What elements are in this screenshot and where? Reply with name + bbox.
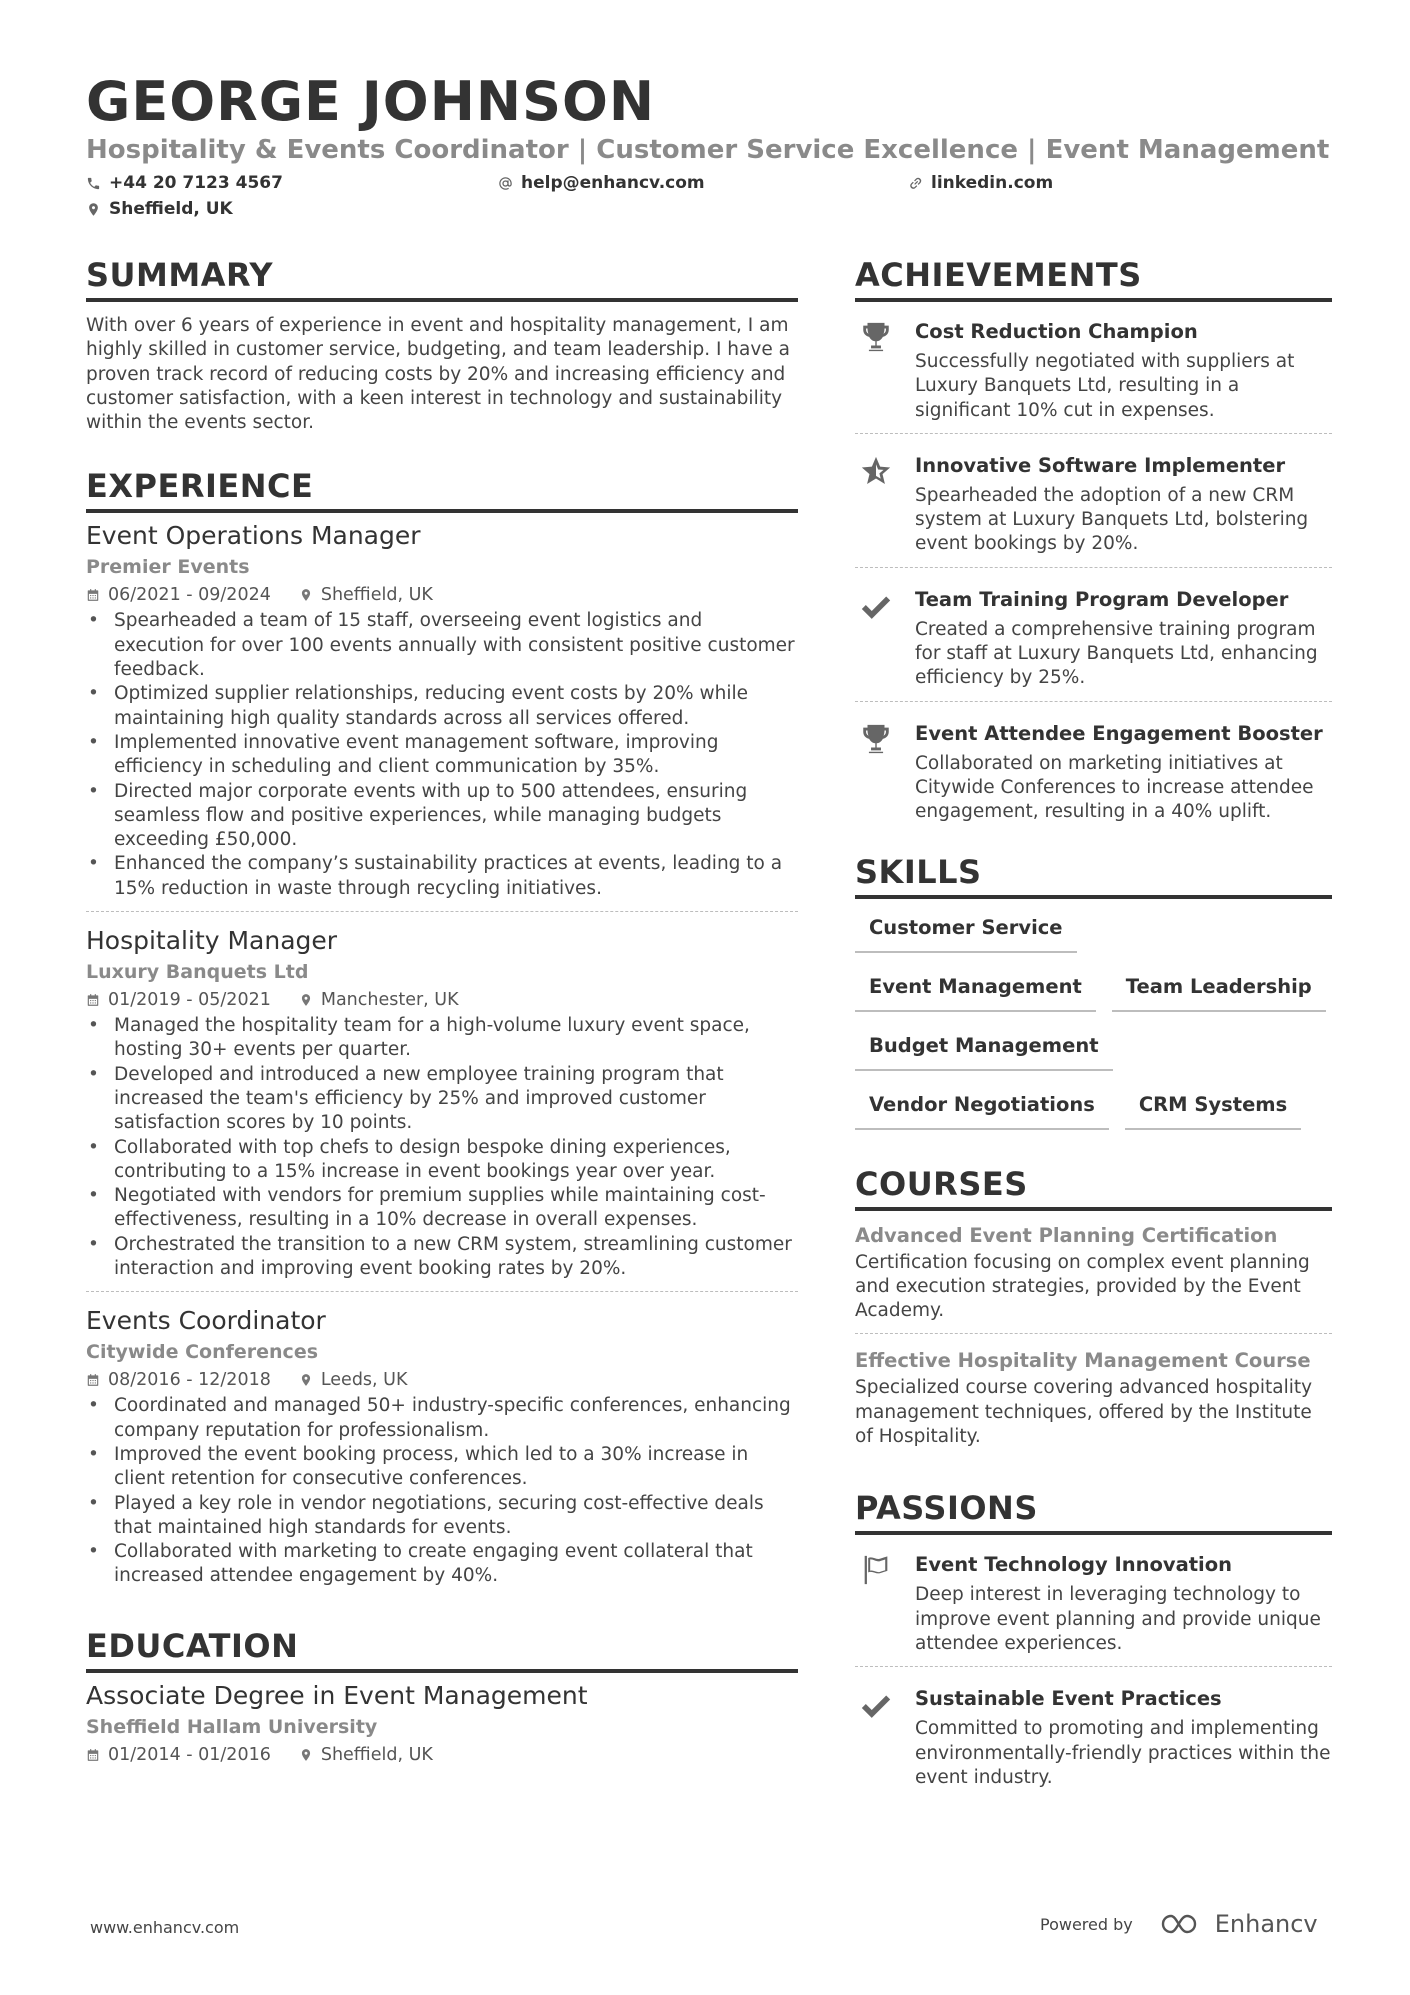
- resume-header: [86, 70, 1336, 226]
- job-bullet: • Collaborated with marketing to create engaging event collateral that increased attendee engagement by 40%.: [86, 1540, 798, 1589]
- achievement-item: [855, 578, 1332, 702]
- achievement-desc: Created a comprehensive training program for staff at Luxury Banquets Ltd, enhancing efficiency by 25%.: [915, 618, 1318, 689]
- achievement-title: Team Training Program Developer: [915, 587, 1289, 611]
- phone-icon: [86, 176, 101, 191]
- at-icon: [498, 176, 513, 191]
- achievement-desc: Collaborated on marketing initiatives at Citywide Conferences to increase attendee engagement, resulting in a 40% uplift.: [915, 752, 1314, 823]
- candidate-name: GEORGE JOHNSON: [86, 70, 656, 133]
- achievement-item: [855, 712, 1332, 835]
- job-location-text: Sheffield, UK: [320, 585, 433, 606]
- job-bullet: • Developed and introduced a new employee training program that increased the team's efficiency by 25% and improved customer satisfaction scores by 10 points.: [86, 1063, 798, 1136]
- location-pin-icon: [299, 1748, 313, 1762]
- job-title: Hospitality Manager: [86, 926, 338, 956]
- enhancv-logo[interactable]: [1159, 1910, 1318, 1938]
- skill-tag: CRM Systems: [1125, 1084, 1301, 1130]
- candidate-headline: Hospitality & Events Coordinator | Customer Service Excellence | Event Management: [86, 135, 1330, 165]
- achievement-title: Innovative Software Implementer: [915, 453, 1286, 477]
- achievement-title: Event Attendee Engagement Booster: [915, 721, 1323, 745]
- passions-title: PASSIONS: [855, 1487, 1332, 1535]
- phone-contact[interactable]: [86, 170, 283, 196]
- passion-title: Event Technology Innovation: [915, 1553, 1233, 1577]
- job-dates: [86, 1366, 271, 1394]
- summary-title: SUMMARY: [86, 254, 798, 302]
- footer-branding: [1040, 1910, 1318, 1938]
- checkmark-icon: [859, 588, 893, 622]
- right-column: [855, 254, 1332, 1810]
- job-bullet: • Managed the hospitality team for a high-volume luxury event space, hosting 30+ events per quarter.: [86, 1014, 798, 1063]
- achievements-section: [855, 254, 1332, 835]
- achievement-desc: Successfully negotiated with suppliers at Luxury Banquets Ltd, resulting in a significant 10% cut in expenses.: [915, 351, 1295, 421]
- skills-section: [855, 851, 1332, 1143]
- email-address: help@enhancv.com: [521, 173, 705, 193]
- passion-title: Sustainable Event Practices: [915, 1687, 1222, 1711]
- job-meta: [86, 986, 798, 1014]
- left-column: [86, 254, 798, 1769]
- job-location-text: Manchester, UK: [320, 990, 459, 1011]
- location-pin-icon: [86, 202, 101, 217]
- job-title: Events Coordinator: [86, 1306, 326, 1336]
- passion-desc: Committed to promoting and implementing environmentally-friendly practices within the event industry.: [915, 1718, 1331, 1788]
- link-icon: [908, 176, 923, 191]
- passions-section: [855, 1487, 1332, 1800]
- job-dates-text: 08/2016 - 12/2018: [108, 1370, 271, 1391]
- job-bullet: • Played a key role in vendor negotiations, securing cost-effective deals that maintained high standards for events.: [86, 1492, 798, 1541]
- skills-title: SKILLS: [855, 851, 1332, 899]
- job-location: [299, 986, 459, 1014]
- job-bullet: • Orchestrated the transition to a new CRM system, streamlining customer interaction and improving event booking rates by 20%.: [86, 1233, 798, 1282]
- education-section: [86, 1625, 798, 1769]
- job-bullet: • Implemented innovative event management software, improving efficiency in scheduling and client communication by 35%.: [86, 731, 798, 780]
- course-item: [855, 1346, 1332, 1459]
- summary-section: [86, 254, 798, 435]
- calendar-icon: [86, 1748, 100, 1762]
- education-dates-text: 01/2014 - 01/2016: [108, 1744, 271, 1765]
- skill-tag: Customer Service: [855, 907, 1077, 953]
- job-meta: [86, 581, 798, 609]
- job-location: [299, 581, 433, 609]
- job-company: Citywide Conferences: [86, 1341, 319, 1364]
- trophy-icon: [859, 320, 893, 354]
- job-bullet: • Coordinated and managed 50+ industry-specific conferences, enhancing company reputation for professionalism.: [86, 1394, 798, 1443]
- contact-info: [86, 170, 1336, 226]
- job-bullet: • Enhanced the company’s sustainability practices at events, leading to a 15% reduction in waste through recycling initiatives.: [86, 852, 798, 901]
- education-meta: [86, 1741, 798, 1769]
- achievement-item: [855, 444, 1332, 568]
- job-location-text: Leeds, UK: [320, 1370, 408, 1391]
- linkedin-url: linkedin.com: [931, 173, 1054, 193]
- education-title: EDUCATION: [86, 1625, 798, 1673]
- courses-section: [855, 1163, 1332, 1460]
- experience-title: EXPERIENCE: [86, 465, 798, 513]
- job-bullet: • Spearheaded a team of 15 staff, overseeing event logistics and execution for over 100 events annually with consistent positive customer feedback.: [86, 609, 798, 682]
- skill-tag: Vendor Negotiations: [855, 1084, 1109, 1130]
- skill-tag: Team Leadership: [1112, 966, 1326, 1012]
- trophy-icon: [859, 722, 893, 756]
- achievement-title: Cost Reduction Champion: [915, 320, 1198, 343]
- job-dates: [86, 581, 271, 609]
- course-desc: Specialized course covering advanced hospitality management techniques, offered by the Institute of Hospitality.: [855, 1377, 1313, 1448]
- passion-item: [855, 1677, 1332, 1800]
- calendar-icon: [86, 588, 100, 602]
- education-location-text: Sheffield, UK: [320, 1744, 433, 1765]
- achievement-desc: Spearheaded the adoption of a new CRM system at Luxury Banquets Ltd, bolstering event bookings by 20%.: [915, 484, 1309, 555]
- job-entry: [86, 1304, 798, 1598]
- enhancv-logo-icon: [1159, 1911, 1207, 1937]
- passion-item: [855, 1543, 1332, 1667]
- calendar-icon: [86, 1373, 100, 1387]
- summary-text: With over 6 years of experience in event and hospitality management, I am highly skilled in customer service, budgeting, and team leadership. I have a proven track record of reducing costs by 20% and increasing efficiency and customer satisfaction, with a keen interest in technology and sustainability within the events sector.: [86, 315, 790, 434]
- job-bullet: • Improved the event booking process, which led to a 30% increase in client retention for consecutive conferences.: [86, 1443, 798, 1492]
- powered-by-label: Powered by: [1040, 1914, 1133, 1934]
- course-item: [855, 1221, 1332, 1335]
- skills-list: [855, 907, 1332, 1143]
- school-name: Sheffield Hallam University: [86, 1715, 378, 1738]
- flag-icon: [859, 1553, 893, 1587]
- skill-tag: Event Management: [855, 966, 1096, 1012]
- location-text: Sheffield, UK: [109, 199, 233, 219]
- job-entry: [86, 924, 798, 1292]
- job-company: Premier Events: [86, 556, 250, 579]
- location-contact: [86, 196, 233, 222]
- location-pin-icon: [299, 1373, 313, 1387]
- job-bullet: • Negotiated with vendors for premium supplies while maintaining cost-effectiveness, resulting in a 10% decrease in overall expenses.: [86, 1184, 798, 1233]
- job-dates-text: 06/2021 - 09/2024: [108, 585, 271, 606]
- checkmark-icon: [859, 1687, 893, 1721]
- job-entry: [86, 519, 798, 912]
- experience-section: [86, 465, 798, 1598]
- education-dates: [86, 1741, 271, 1769]
- star-icon: [859, 454, 893, 488]
- education-location: [299, 1741, 433, 1769]
- course-desc: Certification focusing on complex event planning and execution strategies, provided by the Event Academy.: [855, 1251, 1310, 1322]
- job-location: [299, 1366, 408, 1394]
- course-title: Effective Hospitality Management Course: [855, 1349, 1311, 1373]
- brand-name: Enhancv: [1214, 1910, 1318, 1938]
- footer-website[interactable]: www.enhancv.com: [90, 1918, 240, 1937]
- passion-desc: Deep interest in leveraging technology to improve event planning and provide unique attendee experiences.: [915, 1584, 1321, 1654]
- location-pin-icon: [299, 588, 313, 602]
- job-company: Luxury Banquets Ltd: [86, 961, 309, 984]
- job-dates: [86, 986, 271, 1014]
- job-bullet: • Directed major corporate events with up to 500 attendees, ensuring seamless flow and positive experiences, while managing budgets exceeding £50,000.: [86, 780, 798, 853]
- achievement-item: [855, 310, 1332, 434]
- skill-tag: Budget Management: [855, 1025, 1113, 1071]
- linkedin-contact[interactable]: [908, 170, 1053, 196]
- achievements-title: ACHIEVEMENTS: [855, 254, 1332, 302]
- job-bullet: • Collaborated with top chefs to design bespoke dining experiences, contributing to a 15% increase in event bookings year over year.: [86, 1136, 798, 1185]
- email-contact[interactable]: [498, 170, 705, 196]
- job-title: Event Operations Manager: [86, 521, 421, 551]
- job-dates-text: 01/2019 - 05/2021: [108, 990, 271, 1011]
- course-title: Advanced Event Planning Certification: [855, 1223, 1278, 1247]
- courses-title: COURSES: [855, 1163, 1332, 1211]
- job-bullets: [86, 1014, 798, 1281]
- job-bullets: [86, 609, 798, 901]
- calendar-icon: [86, 993, 100, 1007]
- job-bullets: [86, 1394, 798, 1588]
- location-pin-icon: [299, 993, 313, 1007]
- degree-title: Associate Degree in Event Management: [86, 1680, 588, 1710]
- job-bullet: • Optimized supplier relationships, reducing event costs by 20% while maintaining high quality standards across all services offered.: [86, 682, 798, 731]
- job-meta: [86, 1366, 798, 1394]
- phone-number: +44 20 7123 4567: [109, 173, 283, 193]
